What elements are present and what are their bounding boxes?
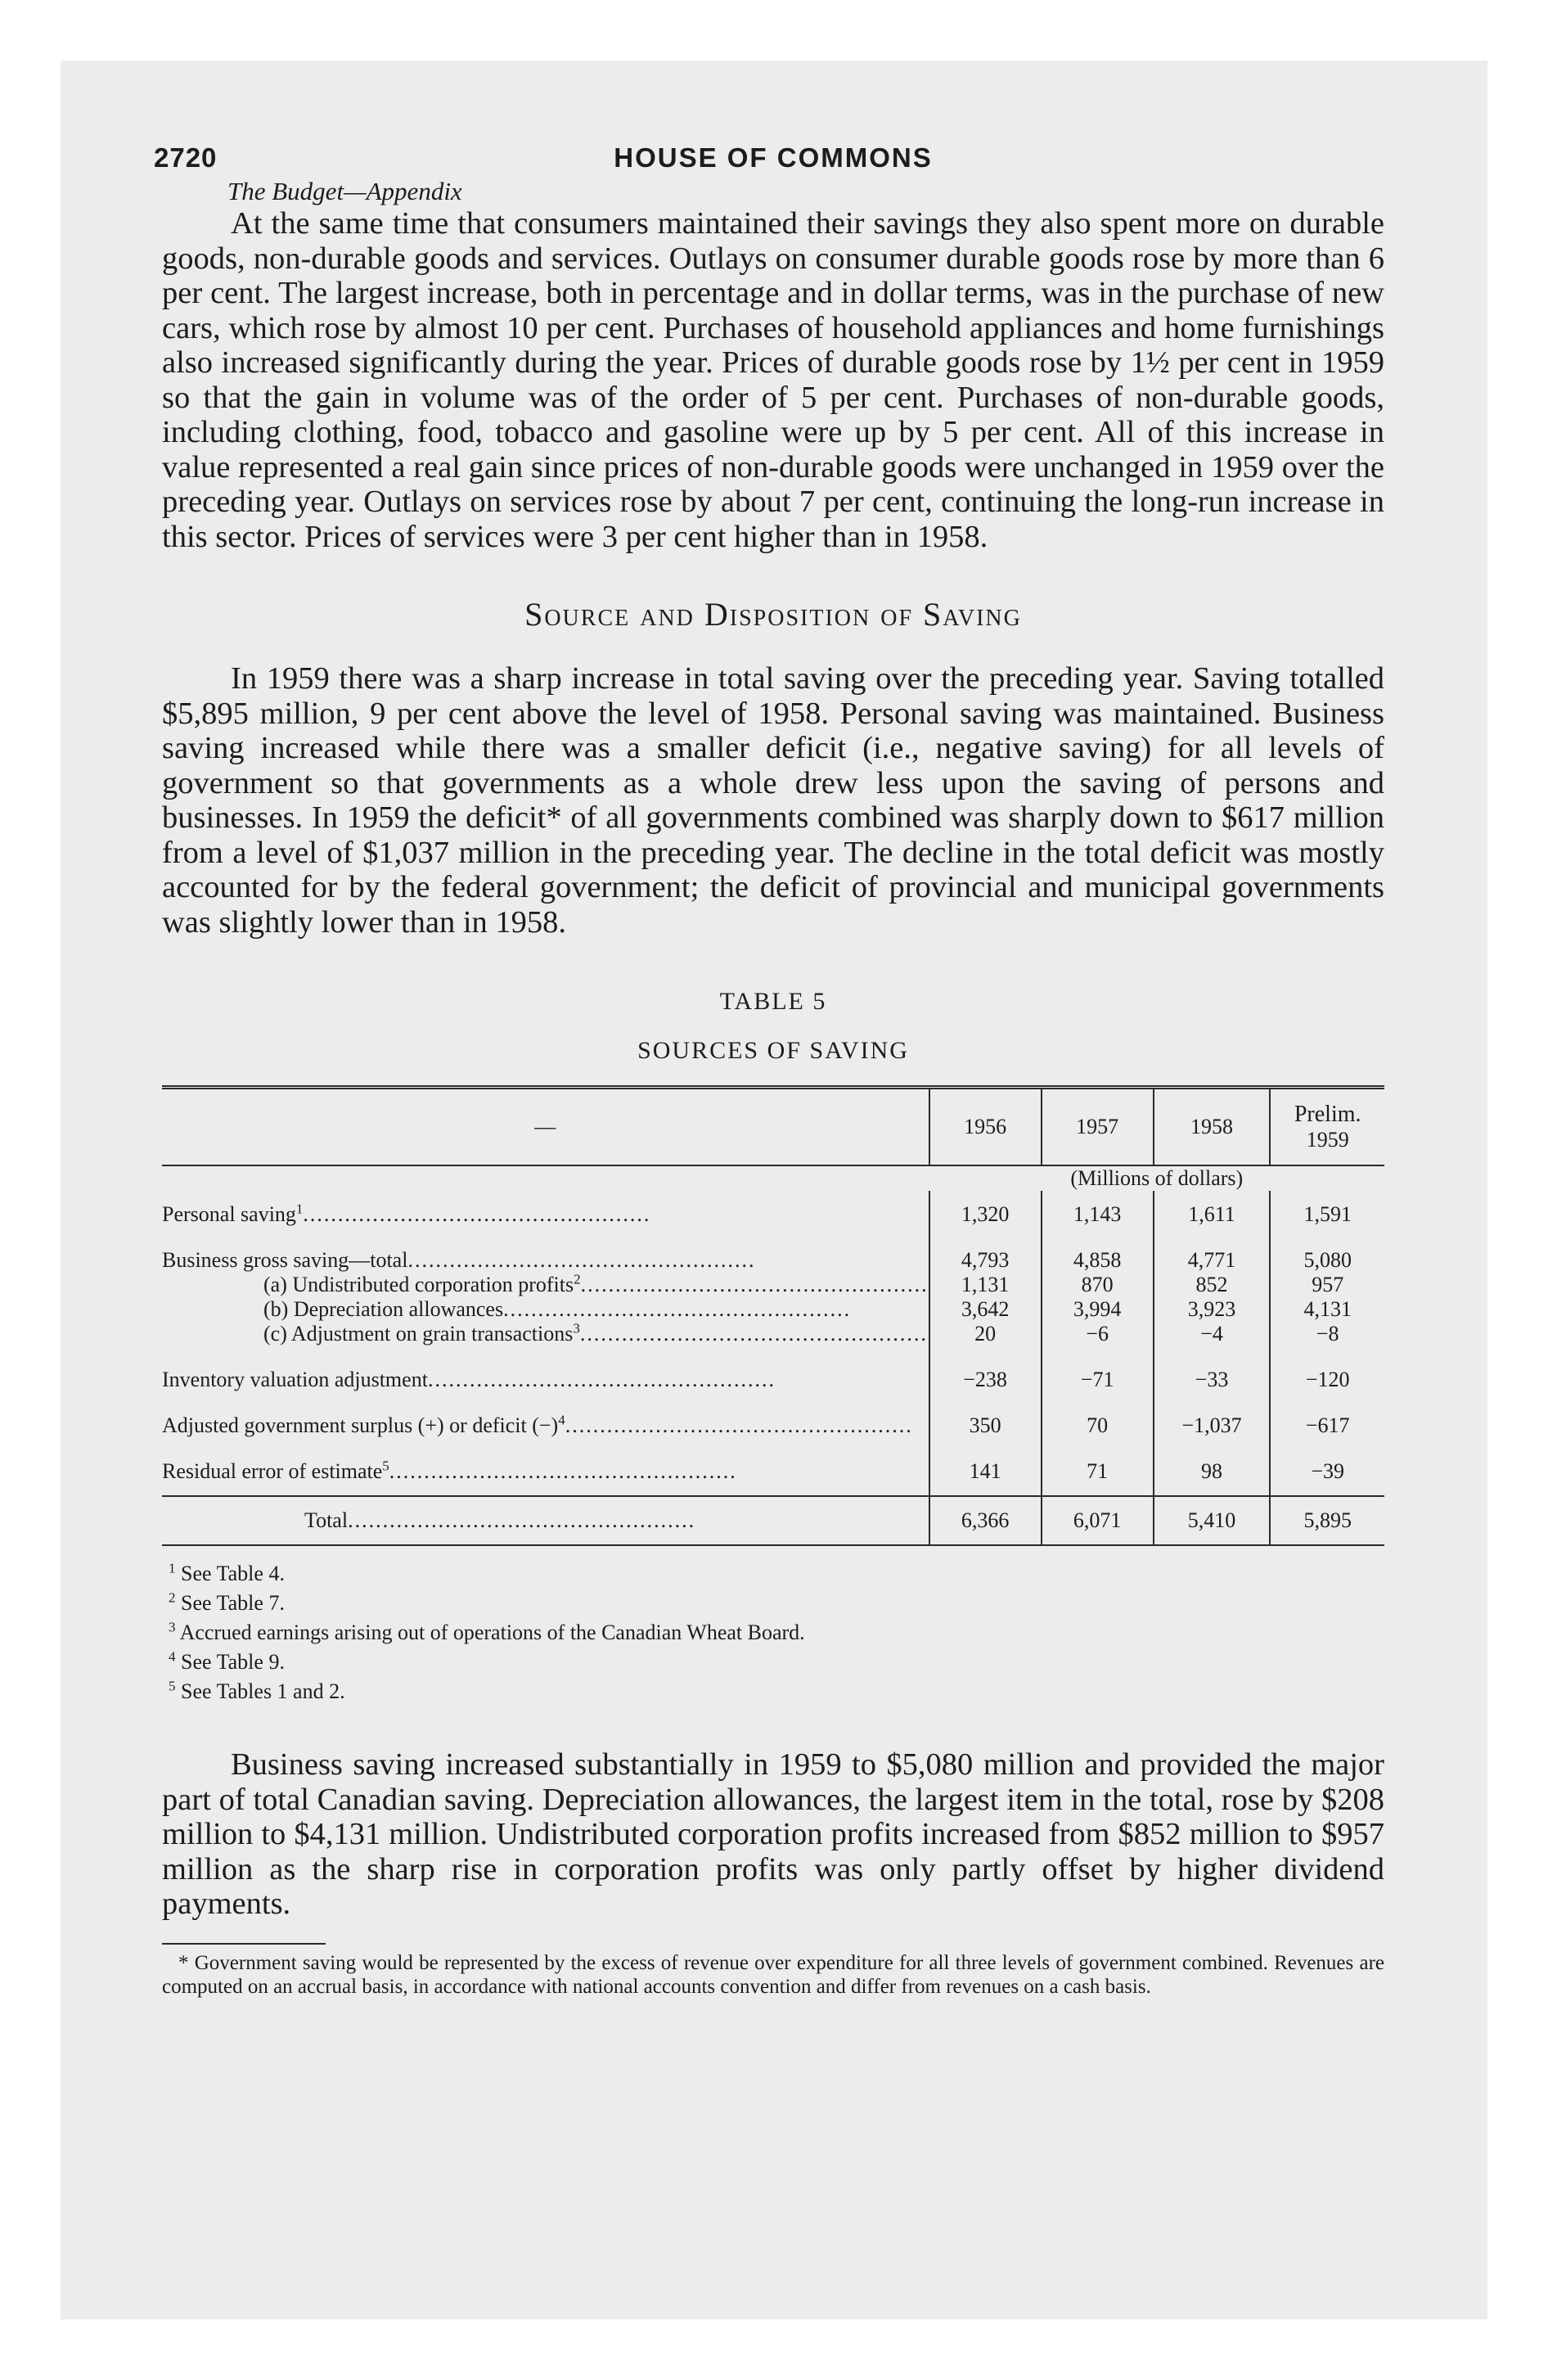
cell: 5,895 bbox=[1270, 1496, 1384, 1545]
cell: −4 bbox=[1154, 1322, 1271, 1346]
table-caption bbox=[162, 977, 1384, 1075]
cell: 20 bbox=[929, 1322, 1042, 1346]
column-header-prelim bbox=[1270, 1088, 1384, 1166]
paragraph-total-saving: In 1959 there was a sharp increase in total saving over the preceding year. Saving totalled $5,895 million, 9 per cent above the level of 1958. Personal saving was maintained. Business saving increased while there was a smaller deficit (i.e., negative saving) for all levels of government so that governments as a whole drew less upon the saving of persons and businesses. In 1959 the deficit* of all governments combined was sharply down to $617 million from a level of $1,037 million in the preceding year. The decline in the total deficit was mostly accounted for by the federal government; the deficit of provincial and municipal governments was slightly lower than in 1958. bbox=[162, 661, 1384, 940]
footnote: $^1$ See Table 4. bbox=[169, 1560, 285, 1585]
cell: −238 bbox=[929, 1346, 1042, 1392]
cell: −8 bbox=[1270, 1322, 1384, 1346]
column-header: 1958 bbox=[1154, 1088, 1271, 1166]
cell: 4,771 bbox=[1154, 1227, 1271, 1273]
column-header: 1956 bbox=[929, 1088, 1042, 1166]
cell: 98 bbox=[1154, 1438, 1271, 1496]
table-row bbox=[162, 1346, 1384, 1392]
section-heading: Source and Disposition of Saving bbox=[524, 596, 1022, 633]
row-label: Personal saving$^1$.................................................. bbox=[162, 1201, 651, 1226]
row-label: (c) Adjustment on grain transactions$^3$.................................................. bbox=[263, 1322, 928, 1346]
paragraph-business-saving: Business saving increased substantially in 1959 to $5,080 million and provided the major part of total Canadian saving. Depreciation allowances, the largest item in the total, rose by $208 million to $4,131 million. Undistributed corporation profits increased from $852 million to $957 million as the sharp rise in corporation profits was only partly offset by higher dividend payments. bbox=[162, 1747, 1384, 1921]
row-label: Total.................................................. bbox=[162, 1496, 929, 1545]
table-title: SOURCES OF SAVING bbox=[637, 1037, 909, 1064]
cell: 6,071 bbox=[1042, 1496, 1154, 1545]
table-row bbox=[162, 1191, 1384, 1227]
table-row bbox=[162, 1438, 1384, 1496]
cell: −33 bbox=[1154, 1346, 1271, 1392]
prelim-year: 1959 bbox=[1306, 1128, 1349, 1152]
cell: 1,591 bbox=[1270, 1191, 1384, 1227]
cell: 852 bbox=[1154, 1273, 1271, 1297]
cell: 141 bbox=[929, 1438, 1042, 1496]
cell: 1,143 bbox=[1042, 1191, 1154, 1227]
cell: 1,611 bbox=[1154, 1191, 1271, 1227]
cell: −39 bbox=[1270, 1438, 1384, 1496]
cell: −71 bbox=[1042, 1346, 1154, 1392]
row-label: Residual error of estimate$^5$.................................................. bbox=[162, 1458, 737, 1483]
row-label: Adjusted government surplus (+) or deficit $(-)^4$.................................................. bbox=[162, 1412, 913, 1437]
cell: 3,994 bbox=[1042, 1297, 1154, 1322]
star-footnote: * Government saving would be represented by the excess of revenue over expenditure for all three levels of government combined. Revenues are computed on an accrual basis, in accordance with national accounts convention and differ from revenues on a cash basis. bbox=[162, 1951, 1384, 1998]
table-row bbox=[162, 1227, 1384, 1273]
footnote-rule bbox=[162, 1943, 326, 1945]
units-label: (Millions of dollars) bbox=[929, 1165, 1384, 1191]
cell: 71 bbox=[1042, 1438, 1154, 1496]
cell: 5,080 bbox=[1270, 1227, 1384, 1273]
page-title: HOUSE OF COMMONS bbox=[614, 142, 933, 173]
footnote: $^3$ Accrued earnings arising out of operations of the Canadian Wheat Board. bbox=[169, 1619, 805, 1644]
sources-of-saving-table bbox=[162, 1085, 1384, 1546]
cell: 3,642 bbox=[929, 1297, 1042, 1322]
row-label: Inventory valuation adjustment.................................................. bbox=[162, 1368, 776, 1391]
cell: 4,793 bbox=[929, 1227, 1042, 1273]
row-label: Business gross saving—total.................................................. bbox=[162, 1248, 756, 1272]
paragraph-consumer-spending: At the same time that consumers maintained their savings they also spent more on durable goods, non-durable goods and services. Outlays on consumer durable goods rose by more than 6 per cent. The largest increase, both in percentage and in dollar terms, was in the purchase of new cars, which rose by almost 10 per cent. Purchases of household appliances and home furnishings also increased significantly during the year. Prices of durable goods rose by 1½ per cent in 1959 so that the gain in volume was of the order of 5 per cent. Purchases of non-durable goods, including clothing, food, tobacco and gasoline were up by 5 per cent. All of this increase in value represented a real gain since prices of non-durable goods were unchanged in 1959 over the preceding year. Outlays on services rose by about 7 per cent, continuing the long-run increase in this sector. Prices of services were 3 per cent higher than in 1958. bbox=[162, 206, 1384, 554]
cell: 1,320 bbox=[929, 1191, 1042, 1227]
row-label: (a) Undistributed corporation profits$^2$.................................................. bbox=[263, 1273, 929, 1296]
table-row bbox=[162, 1322, 1384, 1346]
table-row-total bbox=[162, 1496, 1384, 1545]
cell: −1,037 bbox=[1154, 1392, 1271, 1438]
cell: 5,410 bbox=[1154, 1496, 1271, 1545]
table-header-row bbox=[162, 1088, 1384, 1166]
section-label: The Budget—Appendix bbox=[227, 177, 462, 205]
row-label: (b) Depreciation allowances.................................................. bbox=[263, 1297, 852, 1321]
cell: 3,923 bbox=[1154, 1297, 1271, 1322]
footnote: $^2$ See Table 7. bbox=[169, 1589, 285, 1615]
cell: 870 bbox=[1042, 1273, 1154, 1297]
cell: 4,131 bbox=[1270, 1297, 1384, 1322]
stub-header: — bbox=[534, 1115, 556, 1138]
cell: −6 bbox=[1042, 1322, 1154, 1346]
units-row bbox=[162, 1165, 1384, 1191]
table-row bbox=[162, 1392, 1384, 1438]
table-number: TABLE 5 bbox=[719, 988, 827, 1015]
cell: 1,131 bbox=[929, 1273, 1042, 1297]
table-row bbox=[162, 1297, 1384, 1322]
cell: 350 bbox=[929, 1392, 1042, 1438]
units-stub bbox=[162, 1165, 929, 1191]
cell: 4,858 bbox=[1042, 1227, 1154, 1273]
cell: −120 bbox=[1270, 1346, 1384, 1392]
page-content bbox=[154, 139, 1384, 1999]
cell: −617 bbox=[1270, 1392, 1384, 1438]
table-row bbox=[162, 1273, 1384, 1297]
table-footnotes bbox=[169, 1559, 1384, 1706]
cell: 957 bbox=[1270, 1273, 1384, 1297]
running-head bbox=[154, 139, 1384, 175]
page-number: 2720 bbox=[154, 142, 218, 173]
column-header: 1957 bbox=[1042, 1088, 1154, 1166]
footnote: $^5$ See Tables 1 and 2. bbox=[169, 1678, 345, 1703]
cell: 70 bbox=[1042, 1392, 1154, 1438]
prelim-label: Prelim. bbox=[1294, 1102, 1361, 1127]
cell: 6,366 bbox=[929, 1496, 1042, 1545]
footnote: $^4$ See Table 9. bbox=[169, 1648, 285, 1674]
